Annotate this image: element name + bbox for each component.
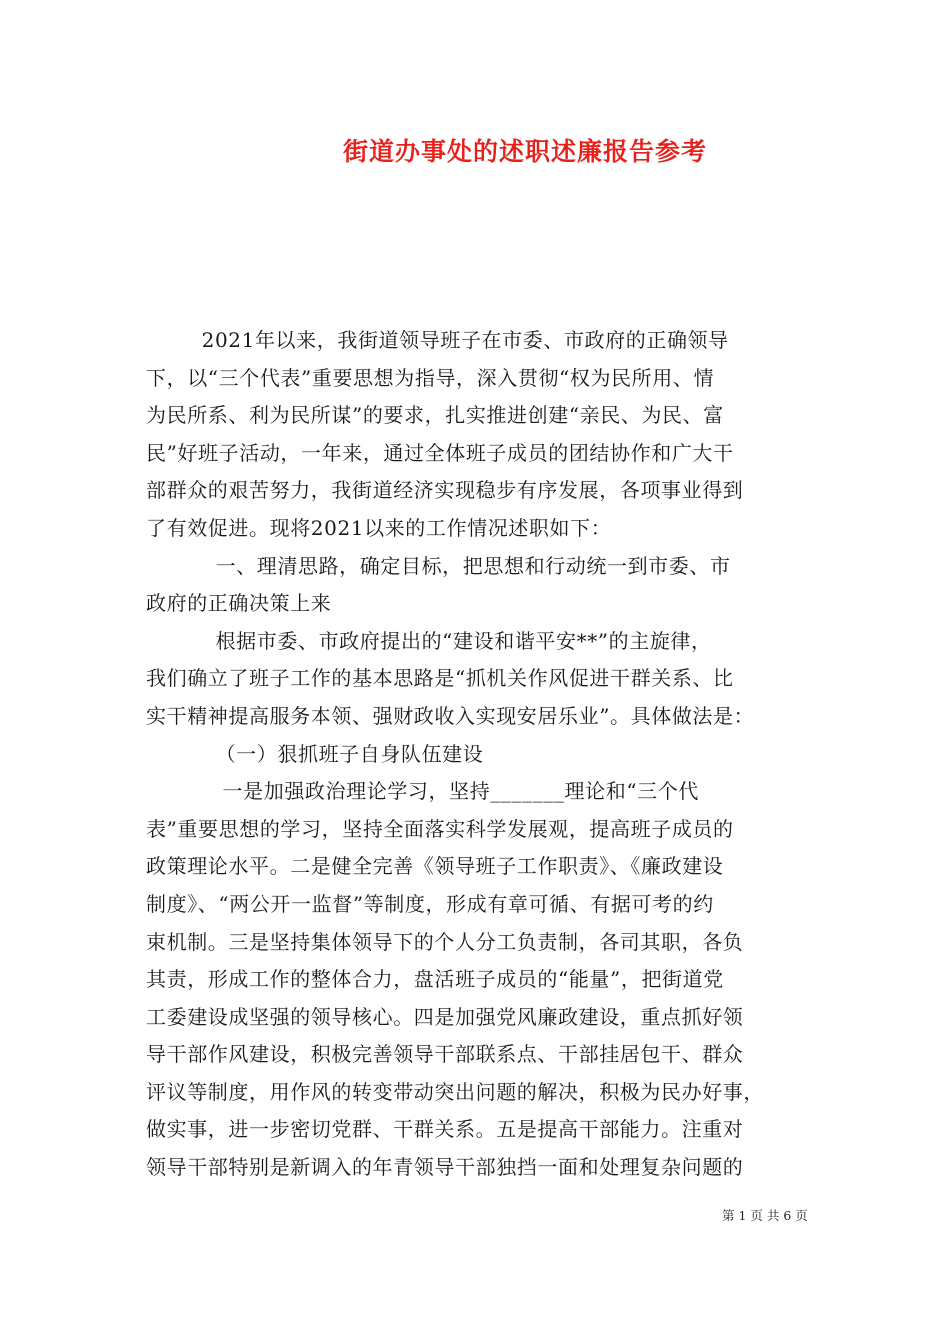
- body-line: 民”好班子活动，一年来，通过全体班子成员的团结协作和广大干: [146, 440, 734, 465]
- body-line: 做实事，进一步密切党群、干群关系。五是提高干部能力。注重对: [146, 1117, 744, 1142]
- body-line: （一）狠抓班子自身队伍建设: [146, 741, 484, 766]
- body-line: 根据市委、市政府提出的“建设和谐平安**”的主旋律，: [146, 628, 712, 653]
- body-line: 领导干部特别是新调入的年青领导干部独挡一面和处理复杂问题的: [146, 1155, 744, 1180]
- body-line: 部群众的艰苦努力，我街道经济实现稳步有序发展，各项事业得到: [146, 478, 744, 503]
- body-line: 束机制。三是坚持集体领导下的个人分工负责制，各司其职，各负: [146, 929, 744, 954]
- body-line: 实干精神提高服务本领、强财政收入实现安居乐业”。具体做法是：: [146, 703, 755, 728]
- body-line: 导干部作风建设，积极完善领导干部联系点、干部挂居包干、群众: [146, 1042, 744, 1067]
- body-line: 2021年以来，我街道领导班子在市委、市政府的正确领导: [146, 328, 729, 352]
- body-line: 一是加强政治理论学习，坚持_______理论和“三个代: [146, 779, 699, 804]
- body-line: 我们确立了班子工作的基本思路是“抓机关作风促进干群关系、比: [146, 666, 734, 691]
- body-line: 政策理论水平。二是健全完善《领导班子工作职责》、《廉政建设: [146, 854, 724, 879]
- body-line: 制度》、“两公开一监督”等制度，形成有章可循、有据可考的约: [146, 891, 714, 916]
- body-line: 政府的正确决策上来: [146, 591, 332, 616]
- body-line: 了有效促进。现将2021以来的工作情况述职如下：: [146, 515, 612, 540]
- page-number: 第 1 页 共 6 页: [722, 1208, 808, 1223]
- document-title: 街道办事处的述职述廉报告参考: [342, 137, 707, 166]
- body-line: 评议等制度，用作风的转变带动突出问题的解决，积极为民办好事，: [146, 1079, 764, 1104]
- body-line: 工委建设成坚强的领导核心。四是加强党风廉政建设，重点抓好领: [146, 1004, 744, 1029]
- body-line: 表”重要思想的学习，坚持全面落实科学发展观，提高班子成员的: [146, 816, 734, 841]
- body-line: 下，以“三个代表”重要思想为指导，深入贯彻“权为民所用、情: [146, 365, 715, 390]
- document-body: [146, 322, 818, 1187]
- body-line: 一、理清思路，确定目标，把思想和行动统一到市委、市: [146, 553, 731, 578]
- body-line: 为民所系、利为民所谋”的要求，扎实推进创建“亲民、为民、富: [146, 403, 724, 428]
- body-line: 其责，形成工作的整体合力，盘活班子成员的“能量”，把街道党: [146, 967, 724, 992]
